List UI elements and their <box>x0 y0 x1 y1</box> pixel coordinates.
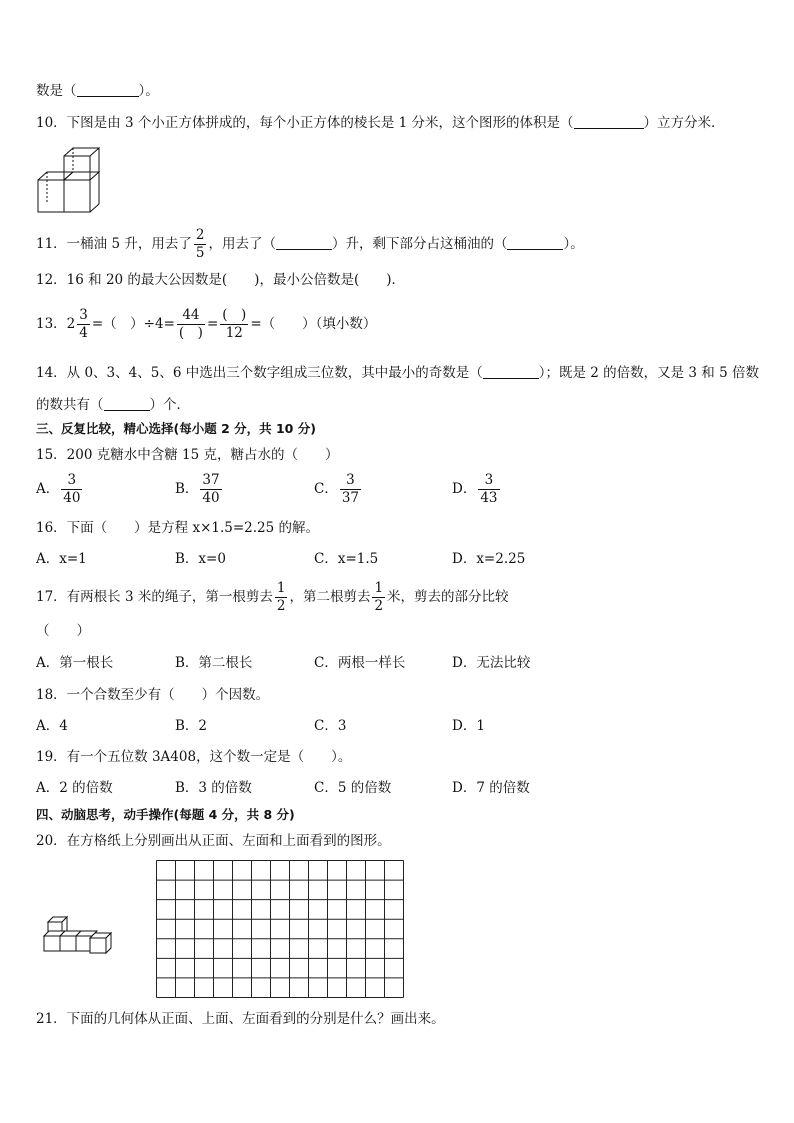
fraction: $\frac{37}{40}$ <box>202 472 220 506</box>
option-a: A．4 <box>36 718 68 734</box>
fraction: $\frac{3}{43}$ <box>480 472 498 506</box>
answer-blank <box>574 115 644 129</box>
option-a: A． $\frac{3}{40}$ <box>36 472 81 506</box>
option-c: C．5 的倍数 <box>314 780 392 796</box>
option-a: A．x=1 <box>36 551 87 567</box>
answer-blank <box>507 236 563 250</box>
option-a: A．第一根长 <box>36 655 114 671</box>
fraction: $\frac{1}{2}$ <box>276 580 286 614</box>
option-d: D． $\frac{3}{43}$ <box>452 472 498 506</box>
question-17: 17．有两根长 3 米的绳子，第一根剪去 $\frac{1}{2}$ ，第二根剪去 $\frac{1}{2}$ 米，剪去的部分比较 <box>36 580 509 614</box>
option-d: D．无法比较 <box>452 655 531 671</box>
fraction: $\frac{3}{37}$ <box>341 472 360 506</box>
question-14-line-2: 的数共有（ ）个． <box>36 397 190 413</box>
fraction: $\frac{2}{5}$ <box>195 227 205 261</box>
cube-arrangement-figure <box>40 912 120 956</box>
question-13: 13．2 $\frac{3}{4}$ =（ ）÷4= $\frac{44}{( )}$ = $\frac{( )}{12}$ =（ ）（填小数） <box>36 307 377 341</box>
option-d: D．7 的倍数 <box>452 780 530 796</box>
question-11: 11．一桶油 5 升，用去了 $\frac{2}{5}$ ，用去了（ ）升，剩下部分占这桶油的（ ）。 <box>36 227 584 261</box>
question-15: 15．200 克糖水中含糖 15 克，糖占水的（ ） <box>36 447 339 463</box>
question-19: 19．有一个五位数 3A408，这个数一定是（ ）。 <box>36 749 352 765</box>
option-c: C．3 <box>314 718 347 734</box>
option-b: B． $\frac{37}{40}$ <box>175 472 220 506</box>
question-20: 20．在方格纸上分别画出从正面、左面和上面看到的图形。 <box>36 833 391 849</box>
question-12: 12．16 和 20 的最大公因数是( )，最小公倍数是( )． <box>36 272 405 288</box>
option-d: D．x=2.25 <box>452 551 526 567</box>
question-top-continuation: 数是（ ）。 <box>36 83 159 99</box>
option-a: A．2 的倍数 <box>36 780 113 796</box>
answer-blank <box>276 236 332 250</box>
question-14-line-1: 14．从 0、3、4、5、6 中选出三个数字组成三位数，其中最小的奇数是（ ）；既是 2 的倍数，又是 3 和 5 倍数 <box>36 365 759 381</box>
fraction: $\frac{1}{2}$ <box>374 580 384 614</box>
answer-blank <box>483 365 539 379</box>
option-c: C．x=1.5 <box>314 551 379 567</box>
answer-blank <box>104 397 150 411</box>
section-3-title: 三、反复比较，精心选择(每小题 2 分，共 10 分) <box>36 421 316 436</box>
option-b: B．第二根长 <box>175 655 253 671</box>
fraction: $\frac{44}{( )}$ <box>178 307 203 341</box>
option-c: C． $\frac{3}{37}$ <box>314 472 360 506</box>
fraction: $\frac{3}{40}$ <box>63 472 81 506</box>
three-cubes-figure <box>36 146 106 216</box>
question-21: 21．下面的几何体从正面、上面、左面看到的分别是什么？画出来。 <box>36 1011 445 1027</box>
option-b: B．2 <box>175 718 208 734</box>
answer-blank <box>77 83 139 97</box>
option-b: B．x=0 <box>175 551 226 567</box>
fraction: $\frac{( )}{12}$ <box>222 307 247 341</box>
answer-parentheses: （ ） <box>36 623 90 639</box>
option-d: D．1 <box>452 718 485 734</box>
fraction: $\frac{3}{4}$ <box>79 307 88 341</box>
question-16: 16．下面（ ）是方程 x×1.5=2.25 的解。 <box>36 520 320 536</box>
option-c: C．两根一样长 <box>314 655 406 671</box>
option-b: B．3 的倍数 <box>175 780 252 796</box>
section-4-title: 四、动脑思考，动手操作(每题 4 分，共 8 分) <box>36 807 295 822</box>
grid-paper <box>156 860 404 998</box>
question-18: 18．一个合数至少有（ ）个因数。 <box>36 687 270 703</box>
question-10: 10．下图是由 3 个小正方体拼成的，每个小正方体的棱长是 1 分米，这个图形的体积是（ ）立方分米． <box>36 115 725 131</box>
